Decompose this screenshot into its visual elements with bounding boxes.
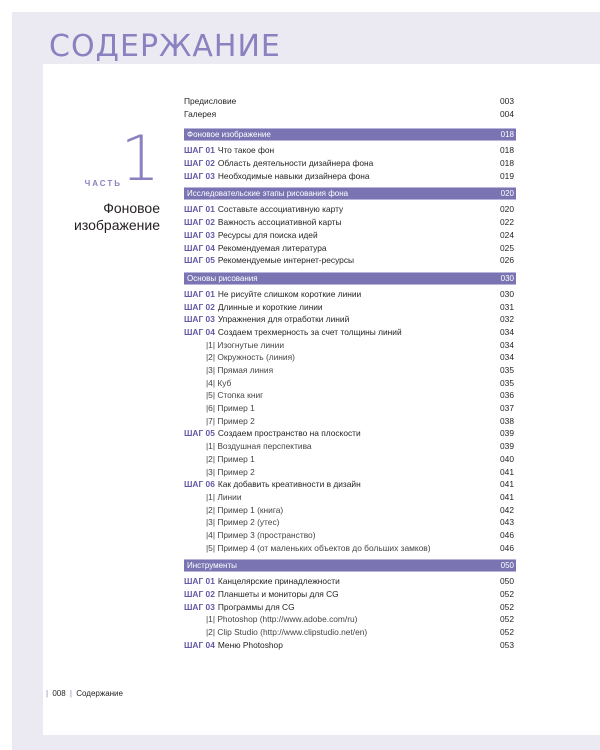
section-header	[184, 187, 516, 200]
page-number: 024	[500, 229, 514, 240]
toc-entry	[184, 601, 516, 614]
step-label: ШАГ 02	[184, 301, 215, 312]
toc-subentry	[184, 516, 516, 529]
entry-text: Область деятельности дизайнера фона	[217, 158, 374, 169]
entry-title	[206, 542, 431, 555]
step-label: ШАГ 03	[184, 314, 215, 325]
entry-title	[206, 466, 255, 479]
page-number: 041	[500, 491, 514, 502]
toc-subentry	[184, 491, 516, 504]
toc-entry	[184, 144, 516, 157]
toc-entry	[184, 216, 516, 229]
entry-text: Предисловие	[184, 96, 237, 106]
entry-title	[184, 157, 373, 170]
entry-title	[184, 170, 370, 183]
entry-title	[184, 203, 343, 216]
entry-text: |7| Пример 2	[206, 415, 255, 426]
footer-page-number: 008	[52, 689, 66, 698]
page-number: 053	[500, 639, 514, 650]
section-header	[184, 128, 516, 141]
page-number: 022	[500, 217, 514, 228]
entry-title	[206, 504, 283, 517]
entry-text: |3| Прямая линия	[206, 365, 274, 375]
entry-title	[184, 242, 327, 255]
toc-entry	[184, 478, 516, 491]
entry-title	[206, 453, 255, 466]
step-label: ШАГ 03	[184, 229, 215, 240]
section-header	[184, 559, 516, 572]
step-label: ШАГ 01	[184, 204, 215, 215]
entry-text: Фоновое изображение	[187, 130, 271, 140]
entry-title	[206, 516, 279, 529]
step-label: ШАГ 05	[184, 255, 215, 266]
part-name: Фоновое изображение	[74, 200, 160, 233]
step-label: ШАГ 04	[184, 242, 215, 253]
toc-entry	[184, 203, 516, 216]
step-label: ШАГ 05	[184, 428, 215, 439]
page-number: 035	[500, 365, 514, 375]
entry-text: |1| Воздушная перспектива	[206, 441, 312, 452]
step-label: ШАГ 02	[184, 158, 215, 169]
page-number: 031	[500, 301, 514, 312]
page-number: 034	[500, 352, 514, 363]
step-label: ШАГ 03	[184, 170, 215, 181]
entry-text: |2| Окружность (линия)	[206, 352, 295, 363]
entry-title	[206, 389, 263, 402]
entry-title	[206, 491, 242, 504]
page-number: 046	[500, 542, 514, 553]
toc-subentry	[184, 453, 516, 466]
entry-text: Длинные и короткие линии	[217, 301, 323, 312]
entry-title	[184, 313, 349, 326]
page-number: 019	[500, 170, 514, 181]
table-of-contents	[184, 95, 516, 651]
entry-text: Ресурсы для поиска идей	[217, 229, 318, 240]
page-number: 050	[500, 561, 514, 571]
entry-text: Как добавить креативности в дизайн	[217, 479, 361, 490]
step-label: ШАГ 01	[184, 576, 215, 587]
toc-subentry	[184, 402, 516, 415]
entry-title	[206, 415, 255, 428]
toc-entry	[184, 639, 516, 652]
entry-title	[206, 351, 295, 364]
page-number: 046	[500, 529, 514, 540]
entry-title	[184, 575, 340, 588]
entry-text: Создаем пространство на плоскости	[217, 428, 361, 439]
section-title	[187, 129, 271, 140]
entry-text: Рекомендуемые интернет-ресурсы	[217, 255, 355, 266]
entry-text: |5| Стопка книг	[206, 390, 264, 401]
page-number: 004	[500, 108, 514, 119]
step-label: ШАГ 02	[184, 589, 215, 599]
page-number: 052	[500, 601, 514, 612]
entry-text: Меню Photoshop	[217, 639, 283, 650]
step-label: ШАГ 03	[184, 601, 215, 612]
page-number: 041	[500, 466, 514, 477]
entry-text: Основы рисования	[187, 273, 258, 283]
entry-text: |4| Куб	[206, 377, 232, 388]
page-number: 003	[500, 96, 514, 106]
entry-text: |3| Пример 2	[206, 466, 255, 477]
toc-entry	[184, 95, 516, 108]
entry-text: |1| Изогнутые линии	[206, 339, 285, 350]
entry-text: Инструменты	[187, 561, 237, 571]
footer-separator: |	[69, 689, 72, 698]
page-number: 037	[500, 403, 514, 414]
toc-subentry	[184, 351, 516, 364]
page-number: 052	[500, 614, 514, 625]
section-title	[187, 560, 237, 571]
entry-title	[184, 301, 323, 314]
toc-entry	[184, 313, 516, 326]
entry-title	[206, 377, 231, 390]
entry-title	[184, 326, 402, 339]
toc-entry	[184, 170, 516, 183]
toc-entry	[184, 588, 516, 601]
entry-text: |2| Пример 1 (книга)	[206, 504, 284, 515]
page-number: 018	[500, 158, 514, 169]
page-number: 038	[500, 415, 514, 426]
page-number: 020	[500, 204, 514, 215]
entry-title	[184, 95, 236, 108]
entry-text: |2| Пример 1	[206, 453, 255, 464]
toc-entry	[184, 157, 516, 170]
page-number: 020	[500, 189, 514, 199]
toc-subentry	[184, 529, 516, 542]
page-number: 026	[500, 255, 514, 266]
section-title	[187, 273, 258, 284]
entry-title	[206, 364, 273, 377]
toc-subentry	[184, 377, 516, 390]
toc-subentry	[184, 389, 516, 402]
page-number: 036	[500, 390, 514, 401]
page-number: 042	[500, 504, 514, 515]
page-number: 040	[500, 453, 514, 464]
page-number: 034	[500, 339, 514, 350]
page-number: 050	[500, 576, 514, 587]
entry-text: |3| Пример 2 (утес)	[206, 517, 280, 528]
entry-title	[206, 529, 316, 542]
entry-text: |1| Линии	[206, 491, 242, 502]
entry-text: Необходимые навыки дизайнера фона	[217, 170, 370, 181]
entry-text: |6| Пример 1	[206, 403, 255, 414]
entry-text: Программы для CG	[217, 601, 295, 612]
step-label: ШАГ 04	[184, 639, 215, 650]
entry-text: Упражнения для отработки линий	[217, 314, 350, 325]
entry-title	[184, 254, 354, 267]
page-number: 039	[500, 441, 514, 452]
entry-title	[184, 144, 274, 157]
toc-entry	[184, 288, 516, 301]
entry-text: |5| Пример 4 (от маленьких объектов до больших замков)	[206, 542, 431, 553]
page-number: 030	[500, 273, 514, 283]
step-label: ШАГ 01	[184, 288, 215, 299]
entry-title	[206, 626, 367, 639]
part-number: 1	[120, 122, 160, 195]
toc-entry	[184, 108, 516, 121]
entry-text: Важность ассоциативной карты	[217, 217, 342, 228]
entry-text: |1| Photoshop (http://www.adobe.com/ru)	[206, 614, 358, 625]
page-number: 052	[500, 627, 514, 638]
toc-entry	[184, 229, 516, 242]
entry-title	[184, 601, 295, 614]
page-footer	[44, 689, 123, 698]
page-number: 052	[500, 589, 514, 599]
entry-text: Канцелярские принадлежности	[217, 576, 340, 587]
toc-entry	[184, 575, 516, 588]
page-number: 030	[500, 288, 514, 299]
toc-subentry	[184, 440, 516, 453]
toc-subentry	[184, 415, 516, 428]
page-number: 041	[500, 479, 514, 490]
entry-text: Не рисуйте слишком короткие линии	[217, 288, 362, 299]
page-title: СОДЕРЖАНИЕ	[49, 29, 281, 64]
entry-title	[184, 639, 283, 652]
part-label: ЧАСТЬ	[84, 179, 122, 188]
page-number: 018	[500, 145, 514, 156]
entry-title	[184, 427, 361, 440]
entry-title	[206, 440, 312, 453]
toc-subentry	[184, 626, 516, 639]
toc-subentry	[184, 613, 516, 626]
spacer	[184, 120, 516, 123]
entry-text: Планшеты и мониторы для CG	[217, 589, 339, 599]
step-label: ШАГ 06	[184, 479, 215, 490]
entry-title	[184, 588, 339, 601]
entry-title	[184, 108, 216, 121]
step-label: ШАГ 01	[184, 145, 215, 156]
entry-title	[184, 288, 361, 301]
page-number: 034	[500, 326, 514, 337]
entry-title	[184, 216, 342, 229]
page-number: 025	[500, 242, 514, 253]
page-number: 043	[500, 517, 514, 528]
toc-subentry	[184, 466, 516, 479]
entry-text: Что такое фон	[217, 145, 275, 156]
page-number: 039	[500, 428, 514, 439]
toc-subentry	[184, 364, 516, 377]
toc-entry	[184, 242, 516, 255]
toc-entry	[184, 254, 516, 267]
step-label: ШАГ 02	[184, 217, 215, 228]
entry-title	[184, 478, 361, 491]
entry-text: |2| Clip Studio (http://www.clipstudio.net/en)	[206, 627, 368, 638]
entry-title	[184, 229, 318, 242]
entry-title	[206, 339, 284, 352]
page-number: 032	[500, 314, 514, 325]
toc-subentry	[184, 339, 516, 352]
entry-title	[206, 613, 357, 626]
step-label: ШАГ 04	[184, 326, 215, 337]
toc-entry	[184, 427, 516, 440]
section-title	[187, 188, 348, 199]
entry-text: Создаем трехмерность за счет толщины линий	[217, 326, 402, 337]
toc-entry	[184, 326, 516, 339]
toc-entry	[184, 301, 516, 314]
page-number: 035	[500, 377, 514, 388]
footer-label: Содержание	[76, 689, 123, 698]
entry-text: Составьте ассоциативную карту	[217, 204, 344, 215]
entry-text: Исследовательские этапы рисования фона	[187, 189, 349, 199]
entry-text: |4| Пример 3 (пространство)	[206, 529, 316, 540]
section-header	[184, 272, 516, 285]
entry-text: Рекомендуемая литература	[217, 242, 327, 253]
page-number: 018	[500, 130, 514, 140]
entry-text: Галерея	[184, 108, 217, 119]
toc-subentry	[184, 542, 516, 555]
footer-separator: |	[46, 689, 49, 698]
entry-title	[206, 402, 255, 415]
toc-subentry	[184, 504, 516, 517]
